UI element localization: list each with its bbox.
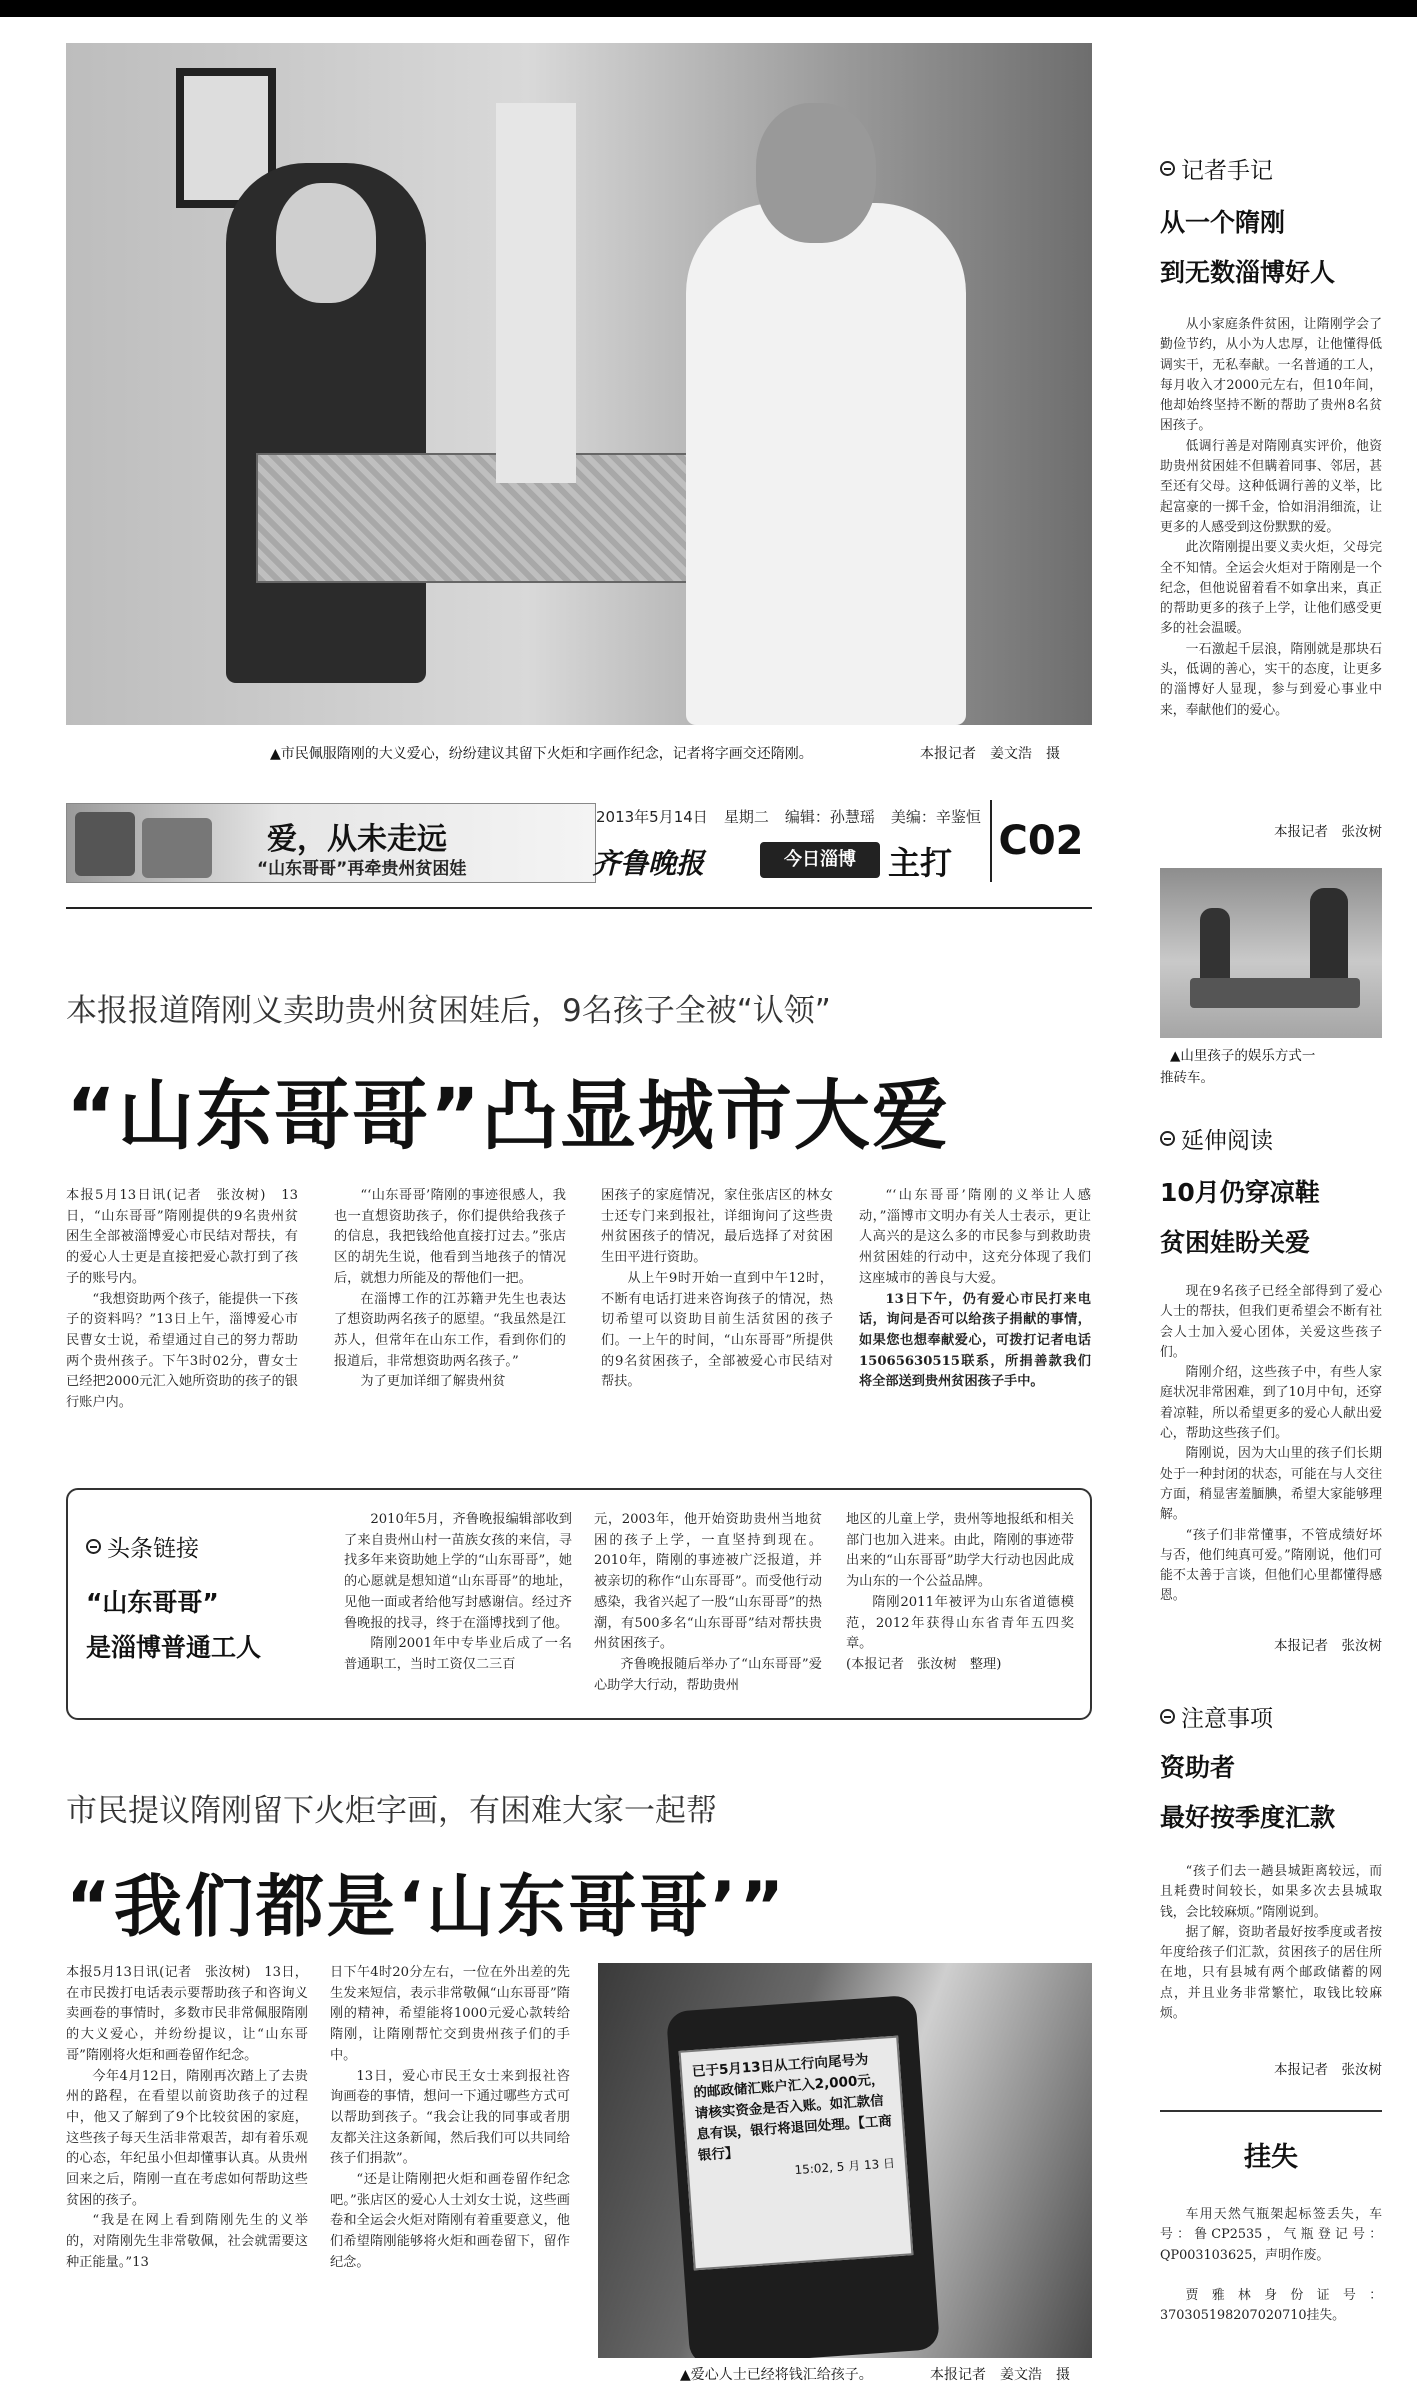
paragraph: 低调行善是对隋刚真实评价，他资助贵州贫困娃不但瞒着同事、邻居，甚至还有父母。这种低调行善的义举，比起富豪的一掷千金，恰如涓涓细流，让更多的人感受到这份默默的爱。 <box>1160 438 1382 535</box>
sidebar-s1-label-text: 记者手记 <box>1181 158 1273 184</box>
masthead-paper: 齐鲁晚报 <box>592 847 705 880</box>
phone-photo <box>598 1963 1092 2358</box>
sms-time: 15:02, 5 月 13 日 <box>794 2156 896 2178</box>
sidebar-s1-title1: 从一个隋刚 <box>1160 208 1286 237</box>
paragraph: 隋刚2001年中专毕业后成了一名普通职工，当时工资仅二三百 <box>344 1636 572 1672</box>
paragraph: 元，2003年，他开始资助贵州当地贫困的孩子上学，一直坚持到现在。2010年，隋刚的事迹被广泛报道，并被亲切的称作“山东哥哥”。而受他行动感染，我省兴起了一股“山东哥哥”的热潮，有500多名“山东哥哥”结对帮扶贵州贫困孩子。 <box>594 1512 822 1652</box>
sidebar-s3-title2: 最好按季度汇款 <box>1160 1803 1336 1832</box>
lost-rule <box>1160 2110 1382 2112</box>
sidebar-s2-credit: 本报记者 张汝树 <box>1274 1638 1382 1654</box>
sidebar-photo-caption2: 推砖车。 <box>1160 1070 1214 1086</box>
paragraph: 现在9名孩子已经全部得到了爱心人士的帮扶，但我们更希望会不断有社会人士加入爱心团体，关爱这些孩子们。 <box>1160 1284 1382 1360</box>
story1-col3 <box>601 1186 833 1393</box>
masthead-info <box>596 806 981 827</box>
paragraph: 隋刚2011年被评为山东省道德模范，2012年获得山东省青年五四奖章。 <box>846 1594 1074 1652</box>
masthead-weekday: 星期二 <box>723 808 769 826</box>
paragraph: “我是在网上看到隋刚先生的义举的，对隋刚先生非常敬佩，社会就需要这种正能量。”13 <box>66 2213 308 2270</box>
sidebar-s2-title1: 10月仍穿凉鞋 <box>1160 1178 1320 1207</box>
masthead-rule <box>66 907 1092 909</box>
story1-col1 <box>66 1186 298 1414</box>
link-box-label <box>86 1530 199 1563</box>
paragraph: 从上午9时开始一直到中午12时，不断有电话打进来咨询孩子的情况，热切希望可以资助目前生活贫困的孩子们。一上午的时间，“山东哥哥”所提供的9名贫困孩子，全部被爱心市民结对帮扶。 <box>601 1270 833 1390</box>
section-marker-icon <box>86 1539 101 1554</box>
banner-subtitle: “山东哥哥”再牵贵州贫困娃 <box>257 859 467 879</box>
lost-notice-2: 贾雅林身份证号：370305198207020710挂失。 <box>1160 2287 1382 2324</box>
banner-photo <box>75 812 135 876</box>
paragraph: 为了更加详细了解贵州贫 <box>360 1374 506 1390</box>
masthead-date: 2013年5月14日 <box>596 808 708 826</box>
lost-notices <box>1160 2205 1382 2326</box>
lost-notice-1: 车用天然气瓶架起标签丢失，车号：鲁CP2535，气瓶登记号：QP003103625，声明作废。 <box>1160 2207 1382 2263</box>
sidebar-s3-label <box>1160 1700 1273 1733</box>
sidebar-photo-caption1: ▲山里孩子的娱乐方式一 <box>1170 1048 1316 1064</box>
banner-photo-2 <box>142 818 212 878</box>
story2-kicker: 市民提议隋刚留下火炬字画，有困难大家一起帮 <box>66 1793 717 1829</box>
masthead-editor: 编辑：孙慧瑶 <box>784 808 875 826</box>
sidebar-s2-label <box>1160 1122 1273 1155</box>
link-box-col1 <box>344 1510 572 1676</box>
paragraph: 13日下午，仍有爱心市民打来电话，询问是否可以给孩子捐献的事情，如果您也想奉献爱心，可拨打记者电话15065630515联系，所捐善款我们将全部送到贵州贫困孩子手中。 <box>859 1291 1091 1390</box>
sidebar-s3-body <box>1160 1862 1382 2024</box>
story2-headline: “我们都是‘山东哥哥’” <box>66 1868 788 1947</box>
paragraph: 齐鲁晚报随后举办了“山东哥哥”爱心助学大行动，帮助贵州 <box>594 1656 822 1693</box>
link-box-col3 <box>846 1510 1074 1676</box>
paragraph: 地区的儿童上学，贵州等地报纸和相关部门也加入进来。由此，隋刚的事迹带出来的“山东哥哥”助学大行动也因此成为山东的一个公益品牌。 <box>846 1512 1074 1590</box>
masthead-tag: 主打 <box>888 844 953 882</box>
paragraph: 隋刚说，因为大山里的孩子们长期处于一种封闭的状态，可能在与人交往方面，稍显害羞腼腆，希望大家能够理解。 <box>1160 1446 1382 1523</box>
story1-headline: “山东哥哥”凸显城市大爱 <box>66 1071 950 1160</box>
sidebar-photo <box>1160 868 1382 1038</box>
sidebar-s2-title2: 贫困娃盼关爱 <box>1160 1228 1311 1257</box>
paragraph: 困孩子的家庭情况，家住张店区的林女士还专门来到报社，详细询问了这些贵州贫困孩子的情况，最后选择了对贫困生田平进行资助。 <box>601 1188 833 1266</box>
masthead-section: 今日淄博 <box>760 842 880 878</box>
sidebar-s2-body <box>1160 1282 1382 1607</box>
story1-kicker: 本报报道隋刚义卖助贵州贫困娃后，9名孩子全被“认领” <box>66 993 831 1029</box>
paragraph: “‘山东哥哥’隋刚的事迹很感人，我也一直想资助孩子，你们提供给我孩子的信息，我把钱给他直接打过去。”张店区的胡先生说，他看到当地孩子的情况后，就想力所能及的帮他们一把。 <box>334 1188 566 1286</box>
banner-title: 爱，从未走远 <box>267 822 447 857</box>
top-photo <box>66 43 1092 725</box>
paragraph: “孩子们非常懂事，不管成绩好坏与否，他们纯真可爱。”隋刚说，他们可能不太善于言谈，但他们心里都懂得感恩。 <box>1160 1527 1382 1604</box>
sidebar-s1-title2: 到无数淄博好人 <box>1160 258 1336 287</box>
story2-col2 <box>330 1963 570 2274</box>
story1-col4 <box>859 1186 1091 1393</box>
sidebar-s3-credit: 本报记者 张汝树 <box>1274 2062 1382 2078</box>
paragraph: 2010年5月，齐鲁晚报编辑部收到了来自贵州山村一苗族女孩的来信，寻找多年来资助她上学的“山东哥哥”，她的心愿就是想知道“山东哥哥”的地址，见他一面或者给他写封感谢信。经过齐鲁晚报的找寻，终于在淄博找到了他。 <box>344 1512 572 1631</box>
phone-screen <box>679 2036 914 2271</box>
link-box-label-text: 头条链接 <box>107 1536 199 1562</box>
paragraph: 13日，爱心市民王女士来到报社咨询画卷的事情，想问一下通过哪些方式可以帮助到孩子。“我会让我的同事或者朋友都关注这条新闻，然后我们可以共同给孩子们捐款”。 <box>330 2068 570 2167</box>
box-credit: (本报记者 张汝树 整理) <box>846 1656 1002 1672</box>
paragraph: 一石激起千层浪，隋刚就是那块石头，低调的善心，实干的态度，让更多的淄博好人显现，参与到爱心事业中来，奉献他们的爱心。 <box>1160 641 1382 718</box>
paragraph: 隋刚介绍，这些孩子中，有些人家庭状况非常困难，到了10月中旬，还穿着凉鞋，所以希望更多的爱心人献出爱心，帮助这些孩子们。 <box>1160 1365 1382 1442</box>
paragraph: “我想资助两个孩子，能提供一下孩子的资料吗？”13日上午，淄博爱心市民曹女士说，希望通过自己的努力帮助两个贵州孩子。下午3时02分，曹女士已经把2000元汇入她所资助的孩子的银行账户内。 <box>66 1291 298 1411</box>
section-marker-icon <box>1160 1131 1175 1146</box>
sidebar-s2-label-text: 延伸阅读 <box>1181 1128 1273 1154</box>
paragraph: 在淄博工作的江苏籍尹先生也表达了想资助两名孩子的愿望。“我虽然是江苏人，但常年在山东工作，看到你们的报道后，非常想资助两名孩子。” <box>334 1291 566 1369</box>
top-photo-caption: ▲市民佩服隋刚的大义爱心，纷纷建议其留下火炬和字画作纪念，记者将字画交还隋刚。 <box>270 746 813 762</box>
sidebar-s1-label <box>1160 152 1273 185</box>
paragraph: 据了解，资助者最好按季度或者按年度给孩子们汇款，贫困孩子的居住所在地，只有县城有两个邮政储蓄的网点，并且业务非常繁忙，取钱比较麻烦。 <box>1160 1924 1382 2022</box>
top-border <box>0 0 1417 17</box>
link-box-title1: “山东哥哥” <box>86 1588 219 1617</box>
section-marker-icon <box>1160 161 1175 176</box>
paragraph: 从小家庭条件贫困，让隋刚学会了勤俭节约，从小为人忠厚，让他懂得低调实干，无私奉献。一名普通的工人，每月收入才2000元左右，但10年间，他却始终坚持不断的帮助了贵州8名贫困孩子。 <box>1160 317 1382 434</box>
lost-title: 挂失 <box>1244 2142 1298 2173</box>
paragraph: “‘山东哥哥’隋刚的义举让人感动，”淄博市文明办有关人士表示，更让人高兴的是这么多的市民参与到救助贵州贫困娃的行动中，这充分体现了我们这座城市的善良与大爱。 <box>859 1188 1091 1286</box>
paragraph: 日下午4时20分左右，一位在外出差的先生发来短信，表示非常敬佩“山东哥哥”隋刚的精神，希望能将1000元爱心款转给隋刚，让隋刚帮忙交到贵州孩子们的手中。 <box>330 1965 570 2063</box>
link-box-col2 <box>594 1510 822 1696</box>
sidebar-s1-credit: 本报记者 张汝树 <box>1274 824 1382 840</box>
sidebar-s1-body <box>1160 315 1382 721</box>
sms-text: 已于5月13日从工行向尾号为 的邮政储汇账户汇入2,000元，请核实资金是否入账。如汇款信息有误，银行将退回处理。【工商银行】 <box>691 2050 893 2164</box>
masthead-banner <box>66 803 596 883</box>
sidebar-s3-title1: 资助者 <box>1160 1753 1236 1782</box>
section-marker-icon <box>1160 1709 1175 1724</box>
paragraph: 本报5月13日讯(记者 张汝树) 13日，“山东哥哥”隋刚提供的9名贵州贫困生全部被淄博爱心市民结对帮扶，有的爱心人士更是直接把爱心款打到了孩子的账号内。 <box>66 1188 298 1286</box>
paragraph: 此次隋刚提出要义卖火炬，父母完全不知情。全运会火炬对于隋刚是一个纪念，但他说留着看不如拿出来，真正的帮助更多的孩子上学，让他们感受更多的社会温暖。 <box>1160 540 1382 637</box>
top-photo-credit: 本报记者 姜文浩 摄 <box>920 746 1060 762</box>
link-box-title2: 是淄博普通工人 <box>86 1633 262 1662</box>
sidebar-s3-label-text: 注意事项 <box>1181 1706 1273 1732</box>
story1-col2 <box>334 1186 566 1393</box>
story2-col1 <box>66 1963 308 2274</box>
paragraph: 本报5月13日讯(记者 张汝树) 13日，在市民拨打电话表示要帮助孩子和咨询义卖画卷的事情时，多数市民非常佩服隋刚的大义爱心，并纷纷提议，让“山东哥哥”隋刚将火炬和画卷留作纪念。 <box>66 1965 308 2063</box>
paragraph: 今年4月12日，隋刚再次踏上了去贵州的路程，在看望以前资助孩子的过程中，他又了解到了9个比较贫困的家庭，这些孩子每天生活非常艰苦，却有着乐观的心态，年纪虽小但却懂事认真。从贵州回来之后，隋刚一直在考虑如何帮助这些贫困的孩子。 <box>66 2068 308 2208</box>
paragraph: “孩子们去一趟县城距离较远，而且耗费时间较长，如果多次去县城取钱，会比较麻烦。”隋刚说到。 <box>1160 1864 1382 1920</box>
masthead-designer: 美编：辛鉴恒 <box>890 808 981 826</box>
page-number: C02 <box>990 800 1090 882</box>
paragraph: “还是让隋刚把火炬和画卷留作纪念吧。”张店区的爱心人士刘女士说，这些画卷和全运会火炬对隋刚有着重要意义，他们希望隋刚能够将火炬和画卷留下，留作纪念。 <box>330 2172 570 2270</box>
phone-photo-caption: ▲爱心人士已经将钱汇给孩子。 <box>680 2367 873 2383</box>
phone-photo-credit: 本报记者 姜文浩 摄 <box>930 2367 1070 2383</box>
